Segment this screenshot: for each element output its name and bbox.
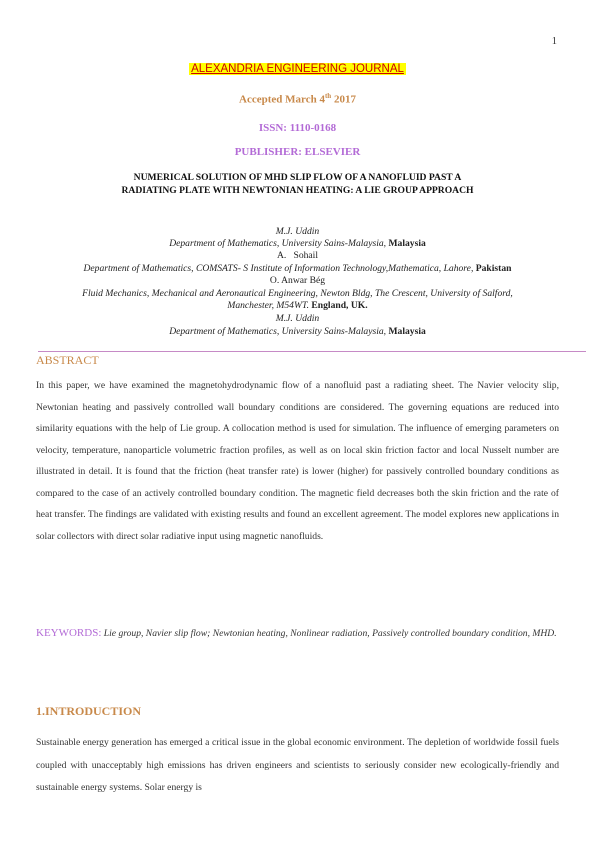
issn: ISSN: 1110-0168 (258, 122, 337, 134)
journal-title (0, 63, 595, 75)
keywords-label: KEYWORDS: (36, 627, 102, 639)
accepted-date (0, 92, 595, 106)
keywords (36, 622, 559, 645)
accepted-prefix: Accepted March 4 (239, 93, 325, 106)
author-affiliation: Department of Mathematics, University Sains-Malaysia, Malaysia (169, 326, 426, 337)
page-number: 1 (551, 36, 557, 47)
accepted-suffix: th (324, 92, 332, 100)
author-name: M.J. Uddin (275, 313, 320, 324)
abstract-text: In this paper, we have examined the magnetohydrodynamic flow of a nanofluid past a radiating sheet. The Navier velocity slip, Newtonian heating and passively controlled wall boundary conditions are considered. The governing equations are reduced into similarity equations with the help of Lie group. A collocation method is used for simulation. The influence of emerging parameters on velocity, temperature, nanoparticle volumetric fraction profiles, as well as on local skin friction factor and local Nusselt number are illustrated in detail. It is found that the friction (heat transfer rate) is lower (higher) for passively controlled boundary conditions as compared to the case of an actively controlled boundary condition. The magnetic field decreases both the skin friction and the rate of heat transfer. The findings are validated with existing results and found an excellent agreement. The model explores new applications in solar collectors with direct solar radiative input using magnetic nanofluids. (36, 380, 559, 542)
paper-title-line: RADIATING PLATE WITH NEWTONIAN HEATING: A LIE GROUP APPROACH (121, 185, 474, 196)
introduction-heading: 1.INTRODUCTION (36, 704, 142, 718)
abstract-heading: ABSTRACT (36, 353, 99, 367)
journal-title-text: ALEXANDRIA ENGINEERING JOURNAL (191, 63, 404, 75)
paper-title-line: NUMERICAL SOLUTION OF MHD SLIP FLOW OF A NANOFLUID PAST A (133, 172, 462, 183)
author-affiliation: Department of Mathematics, University Sains-Malaysia, Malaysia (169, 238, 426, 249)
section-divider (38, 351, 586, 352)
author-affiliation: Fluid Mechanics, Mechanical and Aeronautical Engineering, Newton Bldg, The Crescent, University of Salford, (82, 288, 513, 299)
author-affiliation: Department of Mathematics, COMSATS- S Institute of Information Technology,Mathematica, Lahore, Pakistan (83, 263, 512, 274)
publisher: PUBLISHER: ELSEVIER (234, 146, 361, 158)
author-name: M.J. Uddin (275, 226, 320, 237)
keywords-text: Lie group, Navier slip flow; Newtonian heating, Nonlinear radiation, Passively controlled boundary condition, MHD. (101, 628, 557, 639)
author-name: O. Anwar Bég (269, 275, 326, 286)
introduction-text: Sustainable energy generation has emerged a critical issue in the global economic environment. The depletion of worldwide fossil fuels coupled with unacceptably high emissions has driven engineers and scientists to seriously consider new ecologically-friendly and sustainable energy systems. Solar energy is (36, 737, 559, 793)
author-name: A. Sohail (276, 250, 319, 261)
paper-title (0, 171, 595, 197)
author-affiliation: Manchester, M54WT. England, UK. (227, 300, 368, 311)
accepted-year: 2017 (331, 93, 356, 106)
